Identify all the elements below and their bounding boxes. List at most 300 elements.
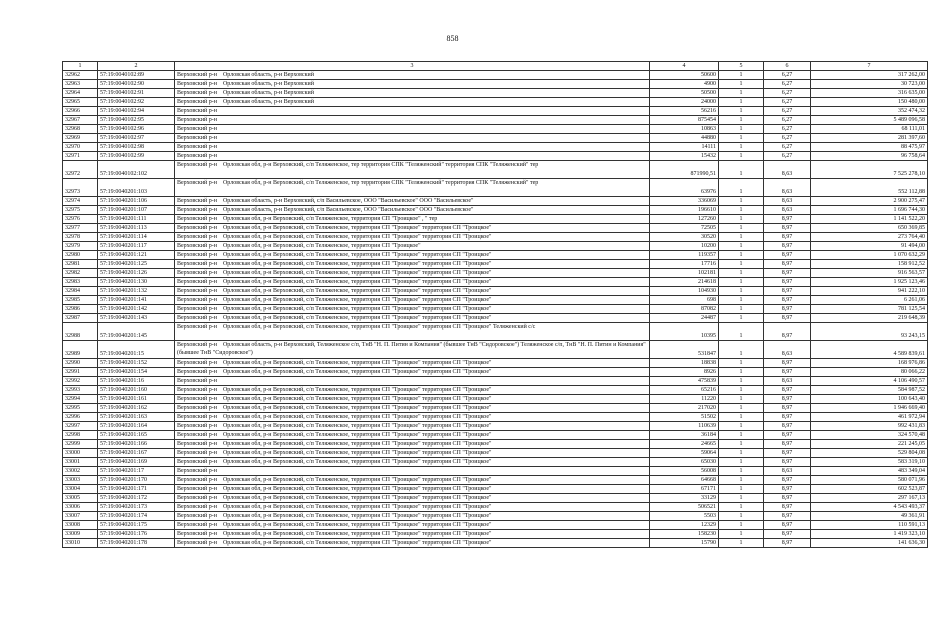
coefficient-cell: 1	[719, 539, 764, 548]
table-row	[63, 359, 928, 368]
district-label: Верховский р-н	[177, 297, 217, 303]
cadastral-value-cell: 141 636,30	[811, 539, 928, 548]
area-cell: 871990,51	[650, 161, 719, 179]
coefficient-cell: 1	[719, 503, 764, 512]
row-number-cell: 32976	[63, 215, 98, 224]
table-row	[63, 251, 928, 260]
address-label: Орловская область, р-н Верховский	[222, 81, 314, 87]
area-cell: 158230	[650, 530, 719, 539]
cadastral-value-cell: 552 112,88	[811, 179, 928, 197]
district-label: Верховский р-н	[177, 162, 217, 168]
cadastral-value-cell: 80 066,22	[811, 368, 928, 377]
coefficient-cell: 1	[719, 71, 764, 80]
cadastral-number-cell: 57:19:0040102:99	[98, 152, 175, 161]
rate-cell: 6,27	[764, 71, 811, 80]
location-cell	[175, 458, 650, 467]
address-label: Орловская обл, р-н Верховский, с/п Теляженское, территория СП "Троицкое" территория СП "Троицкое"	[222, 315, 492, 321]
location-cell	[175, 152, 650, 161]
location-cell	[175, 539, 650, 548]
rate-cell: 8,63	[764, 179, 811, 197]
district-label: Верховский р-н	[177, 126, 217, 132]
cadastral-number-cell: 57:19:0040102:89	[98, 71, 175, 80]
rate-cell: 8,97	[764, 413, 811, 422]
location-cell	[175, 476, 650, 485]
cadastral-value-cell: 49 361,91	[811, 512, 928, 521]
location-cell	[175, 71, 650, 80]
cadastral-number-cell: 57:19:0040201:169	[98, 458, 175, 467]
table-row	[63, 440, 928, 449]
coefficient-cell: 1	[719, 431, 764, 440]
district-label: Верховский р-н	[177, 513, 217, 519]
table-row	[63, 98, 928, 107]
area-cell: 110639	[650, 422, 719, 431]
rate-cell: 8,97	[764, 296, 811, 305]
coefficient-cell: 1	[719, 458, 764, 467]
table-row	[63, 314, 928, 323]
rate-cell: 8,97	[764, 521, 811, 530]
location-cell	[175, 440, 650, 449]
rate-cell: 8,63	[764, 161, 811, 179]
address-label: Орловская область, р-н Верховский, Теляженское с/п, ТнВ "Н. П. Питин и Компания" (бывшее ТнВ "Сидоровское") Теляженское с/п, ТнВ "Н. П. Питин и Компания" (бывшее ТнВ "Сидоровское")	[177, 342, 646, 356]
cadastral-number-cell: 57:19:0040201:15	[98, 341, 175, 359]
district-label: Верховский р-н	[177, 306, 217, 312]
area-cell: 65216	[650, 386, 719, 395]
area-cell: 24487	[650, 314, 719, 323]
cadastral-number-cell: 57:19:0040201:174	[98, 512, 175, 521]
address-label: Орловская обл, р-н Верховский, с/п Теляженское, территория СП "Троицкое" территория СП "Троицкое"	[222, 540, 492, 546]
cadastral-value-cell: 916 563,57	[811, 269, 928, 278]
rate-cell: 8,97	[764, 314, 811, 323]
location-cell	[175, 134, 650, 143]
table-row	[63, 521, 928, 530]
area-cell: 15432	[650, 152, 719, 161]
area-cell: 18838	[650, 359, 719, 368]
table-row	[63, 287, 928, 296]
cadastral-value-cell: 68 111,01	[811, 125, 928, 134]
location-cell	[175, 251, 650, 260]
coefficient-cell: 1	[719, 287, 764, 296]
address-label: Орловская область, р-н Верховский, с/п Васильевское, ООО "Васильевское" ООО "Васильевское"	[222, 198, 474, 204]
area-cell: 56008	[650, 467, 719, 476]
cadastral-number-cell: 57:19:0040201:154	[98, 368, 175, 377]
rate-cell: 8,97	[764, 368, 811, 377]
area-cell: 14111	[650, 143, 719, 152]
cadastral-number-cell: 57:19:0040201:162	[98, 404, 175, 413]
area-cell: 30520	[650, 233, 719, 242]
cadastral-value-cell: 91 494,00	[811, 242, 928, 251]
table-row	[63, 197, 928, 206]
cadastral-number-cell: 57:19:0040201:171	[98, 485, 175, 494]
rate-cell: 8,97	[764, 485, 811, 494]
district-label: Верховский р-н	[177, 153, 217, 159]
cadastral-number-cell: 57:19:0040201:160	[98, 386, 175, 395]
cadastral-number-cell: 57:19:0040201:173	[98, 503, 175, 512]
coefficient-cell: 1	[719, 134, 764, 143]
table-row	[63, 269, 928, 278]
table-row	[63, 422, 928, 431]
rate-cell: 8,97	[764, 224, 811, 233]
rate-cell: 6,27	[764, 143, 811, 152]
address-label: Орловская обл, р-н Верховский, с/п Теляженское, территория СП "Троицкое" территория СП "Троицкое"	[222, 261, 492, 267]
cadastral-value-cell: 650 369,85	[811, 224, 928, 233]
coefficient-cell: 1	[719, 494, 764, 503]
rate-cell: 8,97	[764, 359, 811, 368]
table-body	[63, 71, 928, 548]
address-label: Орловская обл, р-н Верховский, с/п Теляженское, территория СП "Троицкое" территория СП "Троицкое"	[222, 306, 492, 312]
area-cell: 475839	[650, 377, 719, 386]
cadastral-value-cell: 602 523,87	[811, 485, 928, 494]
area-cell: 4900	[650, 80, 719, 89]
address-label: Орловская обл, р-н Верховский, с/п Теляженское, территория СП "Троицкое" территория СП "Троицкое"	[222, 396, 492, 402]
cadastral-number-cell: 57:19:0040201:142	[98, 305, 175, 314]
table-row	[63, 323, 928, 341]
cadastral-number-cell: 57:19:0040201:106	[98, 197, 175, 206]
row-number-cell: 32970	[63, 143, 98, 152]
rate-cell: 8,97	[764, 323, 811, 341]
address-label: Орловская обл, р-н Верховский, с/п Теляженское, территория СП "Троицкое" территория СП "Троицкое"	[222, 441, 492, 447]
coefficient-cell: 1	[719, 179, 764, 197]
row-number-cell: 32991	[63, 368, 98, 377]
district-label: Верховский р-н	[177, 117, 217, 123]
district-label: Верховский р-н	[177, 459, 217, 465]
column-header-6: 6	[764, 62, 811, 71]
rate-cell: 8,97	[764, 287, 811, 296]
row-number-cell: 32972	[63, 161, 98, 179]
cadastral-number-cell: 57:19:0040201:163	[98, 413, 175, 422]
rate-cell: 6,27	[764, 134, 811, 143]
address-label: Орловская обл, р-н Верховский, с/п Теляженское, территория СП "Троицкое" территория СП "Троицкое"	[222, 369, 492, 375]
district-label: Верховский р-н	[177, 108, 217, 114]
address-label: Орловская обл, р-н Верховский, с/п Теляженское, территория СП "Троицкое" территория СП "Троицкое"	[222, 225, 492, 231]
area-cell: 102181	[650, 269, 719, 278]
district-label: Верховский р-н	[177, 396, 217, 402]
area-cell: 336069	[650, 197, 719, 206]
cadastral-number-cell: 57:19:0040201:175	[98, 521, 175, 530]
address-label: Орловская обл, р-н Верховский, с/п Теляженское, территория СП "Троицкое" территория СП "Троицкое"	[222, 450, 492, 456]
cadastral-value-cell: 4 589 839,61	[811, 341, 928, 359]
rate-cell: 8,97	[764, 404, 811, 413]
address-label: Орловская обл, р-н Верховский, с/п Теляженское, территория СП "Троицкое" территория СП "Троицкое"	[222, 459, 492, 465]
cadastral-number-cell: 57:19:0040102:92	[98, 98, 175, 107]
area-cell: 8926	[650, 368, 719, 377]
row-number-cell: 32996	[63, 413, 98, 422]
address-label: Орловская обл, р-н Верховский, с/п Теляженское, тер территория СПК "Теляженский" территория СПК "Теляженский" тер	[222, 180, 539, 186]
cadastral-value-cell: 297 167,13	[811, 494, 928, 503]
table-row	[63, 296, 928, 305]
rate-cell: 8,63	[764, 206, 811, 215]
row-number-cell: 32999	[63, 440, 98, 449]
rate-cell: 8,97	[764, 242, 811, 251]
address-label: Орловская обл, р-н Верховский, с/п Теляженское, территория СП "Троицкое" территория СП "Троицкое"	[222, 513, 492, 519]
district-label: Верховский р-н	[177, 216, 217, 222]
cadastral-number-cell: 57:19:0040102:90	[98, 80, 175, 89]
coefficient-cell: 1	[719, 476, 764, 485]
cadastral-value-cell: 529 804,08	[811, 449, 928, 458]
cadastral-number-cell: 57:19:0040201:145	[98, 323, 175, 341]
area-cell: 56216	[650, 107, 719, 116]
address-label: Орловская обл, р-н Верховский, с/п Теляженское, территория СП "Троицкое" территория СП "Троицкое"	[222, 360, 492, 366]
district-label: Верховский р-н	[177, 315, 217, 321]
cadastral-value-cell: 1 925 123,46	[811, 278, 928, 287]
area-cell: 506521	[650, 503, 719, 512]
row-number-cell: 32967	[63, 116, 98, 125]
area-cell: 87082	[650, 305, 719, 314]
cadastral-number-cell: 57:19:0040102:95	[98, 116, 175, 125]
row-number-cell: 32975	[63, 206, 98, 215]
table-row	[63, 152, 928, 161]
row-number-cell: 32986	[63, 305, 98, 314]
location-cell	[175, 386, 650, 395]
district-label: Верховский р-н	[177, 540, 217, 546]
coefficient-cell: 1	[719, 161, 764, 179]
cadastral-number-cell: 57:19:0040102:91	[98, 89, 175, 98]
district-label: Верховский р-н	[177, 531, 217, 537]
area-cell: 59064	[650, 449, 719, 458]
cadastral-number-cell: 57:19:0040201:141	[98, 296, 175, 305]
coefficient-cell: 1	[719, 242, 764, 251]
district-label: Верховский р-н	[177, 324, 217, 330]
address-label: Орловская обл, р-н Верховский, с/п Теляженское, территория СП "Троицкое" территория СП "Троицкое"	[222, 504, 492, 510]
row-number-cell: 32974	[63, 197, 98, 206]
cadastral-number-cell: 57:19:0040201:165	[98, 431, 175, 440]
address-label: Орловская обл, р-н Верховский, с/п Теляженское, территория СП "Троицкое" территория СП "Троицкое"	[222, 531, 492, 537]
address-label: Орловская обл, р-н Верховский, с/п Теляженское, территория СП "Троицкое" территория СП "Троицкое"	[222, 486, 492, 492]
coefficient-cell: 1	[719, 377, 764, 386]
location-cell	[175, 359, 650, 368]
location-cell	[175, 521, 650, 530]
table-row	[63, 206, 928, 215]
area-cell: 875454	[650, 116, 719, 125]
location-cell	[175, 305, 650, 314]
cadastral-value-cell: 316 635,00	[811, 89, 928, 98]
cadastral-number-cell: 57:19:0040102:97	[98, 134, 175, 143]
location-cell	[175, 125, 650, 134]
column-header-1: 1	[63, 62, 98, 71]
location-cell	[175, 179, 650, 197]
table-header	[63, 62, 928, 71]
cadastral-value-cell: 324 570,48	[811, 431, 928, 440]
row-number-cell: 32993	[63, 386, 98, 395]
table-row	[63, 260, 928, 269]
rate-cell: 8,63	[764, 341, 811, 359]
table-row	[63, 377, 928, 386]
rate-cell: 8,97	[764, 449, 811, 458]
cadastral-value-cell: 461 972,94	[811, 413, 928, 422]
area-cell: 50600	[650, 71, 719, 80]
district-label: Верховский р-н	[177, 405, 217, 411]
location-cell	[175, 197, 650, 206]
coefficient-cell: 1	[719, 422, 764, 431]
row-number-cell: 32989	[63, 341, 98, 359]
coefficient-cell: 1	[719, 116, 764, 125]
cadastral-value-cell: 100 643,40	[811, 395, 928, 404]
row-number-cell: 32983	[63, 278, 98, 287]
row-number-cell: 33010	[63, 539, 98, 548]
cadastral-value-cell: 483 349,04	[811, 467, 928, 476]
column-header-5: 5	[719, 62, 764, 71]
coefficient-cell: 1	[719, 152, 764, 161]
district-label: Верховский р-н	[177, 378, 217, 384]
row-number-cell: 32977	[63, 224, 98, 233]
location-cell	[175, 224, 650, 233]
area-cell: 67171	[650, 485, 719, 494]
location-cell	[175, 314, 650, 323]
row-number-cell: 32981	[63, 260, 98, 269]
rate-cell: 6,27	[764, 116, 811, 125]
area-cell: 214618	[650, 278, 719, 287]
district-label: Верховский р-н	[177, 135, 217, 141]
table-row	[63, 467, 928, 476]
coefficient-cell: 1	[719, 197, 764, 206]
coefficient-cell: 1	[719, 404, 764, 413]
row-number-cell: 33005	[63, 494, 98, 503]
coefficient-cell: 1	[719, 215, 764, 224]
rate-cell: 6,27	[764, 152, 811, 161]
rate-cell: 8,63	[764, 197, 811, 206]
row-number-cell: 32966	[63, 107, 98, 116]
address-label: Орловская обл, р-н Верховский, с/п Теляженское, территория СП "Троицкое" территория СП "Троицкое"	[222, 432, 492, 438]
location-cell	[175, 431, 650, 440]
rate-cell: 8,97	[764, 269, 811, 278]
table-row	[63, 107, 928, 116]
area-cell: 531847	[650, 341, 719, 359]
cadastral-value-cell: 352 474,32	[811, 107, 928, 116]
coefficient-cell: 1	[719, 296, 764, 305]
rate-cell: 8,97	[764, 215, 811, 224]
row-number-cell: 33003	[63, 476, 98, 485]
address-label: Орловская обл, р-н Верховский, с/п Теляженское, территория СП "Троицкое" территория СП "Троицкое"	[222, 522, 492, 528]
coefficient-cell: 1	[719, 80, 764, 89]
location-cell	[175, 233, 650, 242]
cadastral-value-cell: 4 543 493,37	[811, 503, 928, 512]
rate-cell: 8,97	[764, 395, 811, 404]
coefficient-cell: 1	[719, 269, 764, 278]
cadastral-number-cell: 57:19:0040201:176	[98, 530, 175, 539]
cadastral-number-cell: 57:19:0040201:164	[98, 422, 175, 431]
table-row	[63, 233, 928, 242]
cadastral-value-cell: 2 900 275,47	[811, 197, 928, 206]
table-row	[63, 476, 928, 485]
cadastral-value-cell: 1 946 669,40	[811, 404, 928, 413]
area-cell: 10200	[650, 242, 719, 251]
location-cell	[175, 422, 650, 431]
row-number-cell: 32978	[63, 233, 98, 242]
row-number-cell: 33004	[63, 485, 98, 494]
address-label: Орловская обл, р-н Верховский, с/п Теляженское, территория СП "Троицкое" , " тер	[222, 216, 438, 222]
cadastral-value-cell: 110 591,13	[811, 521, 928, 530]
table-row	[63, 125, 928, 134]
district-label: Верховский р-н	[177, 288, 217, 294]
row-number-cell: 32963	[63, 80, 98, 89]
cadastral-number-cell: 57:19:0040102:102	[98, 161, 175, 179]
rate-cell: 8,63	[764, 467, 811, 476]
district-label: Верховский р-н	[177, 81, 217, 87]
cadastral-value-cell: 584 987,52	[811, 386, 928, 395]
row-number-cell: 32962	[63, 71, 98, 80]
rate-cell: 8,97	[764, 431, 811, 440]
table-row	[63, 539, 928, 548]
address-label: Орловская область, р-н Верховский	[222, 72, 314, 78]
address-label: Орловская обл, р-н Верховский, с/п Теляженское, территория СП "Троицкое" территория СП "Троицкое"	[222, 495, 492, 501]
cadastral-value-cell: 6 261,06	[811, 296, 928, 305]
row-number-cell: 32965	[63, 98, 98, 107]
cadastral-number-cell: 57:19:0040201:166	[98, 440, 175, 449]
row-number-cell: 33001	[63, 458, 98, 467]
cadastral-value-cell: 158 912,52	[811, 260, 928, 269]
row-number-cell: 32979	[63, 242, 98, 251]
address-label: Орловская обл, р-н Верховский, с/п Теляженское, территория СП "Троицкое" территория СП "Троицкое"	[222, 405, 492, 411]
district-label: Верховский р-н	[177, 441, 217, 447]
area-cell: 65030	[650, 458, 719, 467]
area-cell: 17716	[650, 260, 719, 269]
district-label: Верховский р-н	[177, 360, 217, 366]
cadastral-number-cell: 57:19:0040201:126	[98, 269, 175, 278]
coefficient-cell: 1	[719, 278, 764, 287]
district-label: Верховский р-н	[177, 369, 217, 375]
cadastral-number-cell: 57:19:0040201:132	[98, 287, 175, 296]
column-header-7: 7	[811, 62, 928, 71]
cadastral-number-cell: 57:19:0040201:114	[98, 233, 175, 242]
location-cell	[175, 116, 650, 125]
area-cell: 12329	[650, 521, 719, 530]
cadastral-value-cell: 88 475,97	[811, 143, 928, 152]
district-label: Верховский р-н	[177, 270, 217, 276]
district-label: Верховский р-н	[177, 522, 217, 528]
row-number-cell: 32984	[63, 287, 98, 296]
address-label: Орловская обл, р-н Верховский, с/п Теляженское, территория СП "Троицкое" территория СП "Троицкое"	[222, 234, 492, 240]
address-label: Орловская область, р-н Верховский, с/п Васильевское, ООО "Васильевское" ООО "Васильевское"	[222, 207, 474, 213]
row-number-cell: 32980	[63, 251, 98, 260]
coefficient-cell: 1	[719, 395, 764, 404]
cadastral-value-cell: 317 262,00	[811, 71, 928, 80]
table-row	[63, 224, 928, 233]
district-label: Верховский р-н	[177, 99, 217, 105]
coefficient-cell: 1	[719, 233, 764, 242]
coefficient-cell: 1	[719, 251, 764, 260]
cadastral-number-cell: 57:19:0040201:167	[98, 449, 175, 458]
district-label: Верховский р-н	[177, 495, 217, 501]
area-cell: 50500	[650, 89, 719, 98]
row-number-cell: 33009	[63, 530, 98, 539]
address-label: Орловская обл, р-н Верховский, с/п Теляженское, территория СП "Троицкое" территория СП "Троицкое"	[222, 414, 492, 420]
location-cell	[175, 395, 650, 404]
row-number-cell: 32994	[63, 395, 98, 404]
location-cell	[175, 323, 650, 341]
cadastral-number-cell: 57:19:0040201:178	[98, 539, 175, 548]
location-cell	[175, 206, 650, 215]
district-label: Верховский р-н	[177, 432, 217, 438]
cadastral-value-cell: 941 222,10	[811, 287, 928, 296]
cadastral-value-cell: 583 319,10	[811, 458, 928, 467]
rate-cell: 6,27	[764, 80, 811, 89]
address-label: Орловская обл, р-н Верховский, с/п Теляженское, территория СП "Троицкое" территория СП "Троицкое"	[222, 297, 492, 303]
area-cell: 196610	[650, 206, 719, 215]
area-cell: 217020	[650, 404, 719, 413]
address-label: Орловская область, р-н Верховский	[222, 90, 314, 96]
column-header-4: 4	[650, 62, 719, 71]
cadastral-value-cell: 1 696 744,30	[811, 206, 928, 215]
district-label: Верховский р-н	[177, 279, 217, 285]
location-cell	[175, 80, 650, 89]
table-row	[63, 242, 928, 251]
row-number-cell: 32995	[63, 404, 98, 413]
cadastral-number-cell: 57:19:0040201:107	[98, 206, 175, 215]
coefficient-cell: 1	[719, 98, 764, 107]
cadastral-value-cell: 281 397,60	[811, 134, 928, 143]
district-label: Верховский р-н	[177, 423, 217, 429]
table-row	[63, 431, 928, 440]
rate-cell: 8,97	[764, 512, 811, 521]
